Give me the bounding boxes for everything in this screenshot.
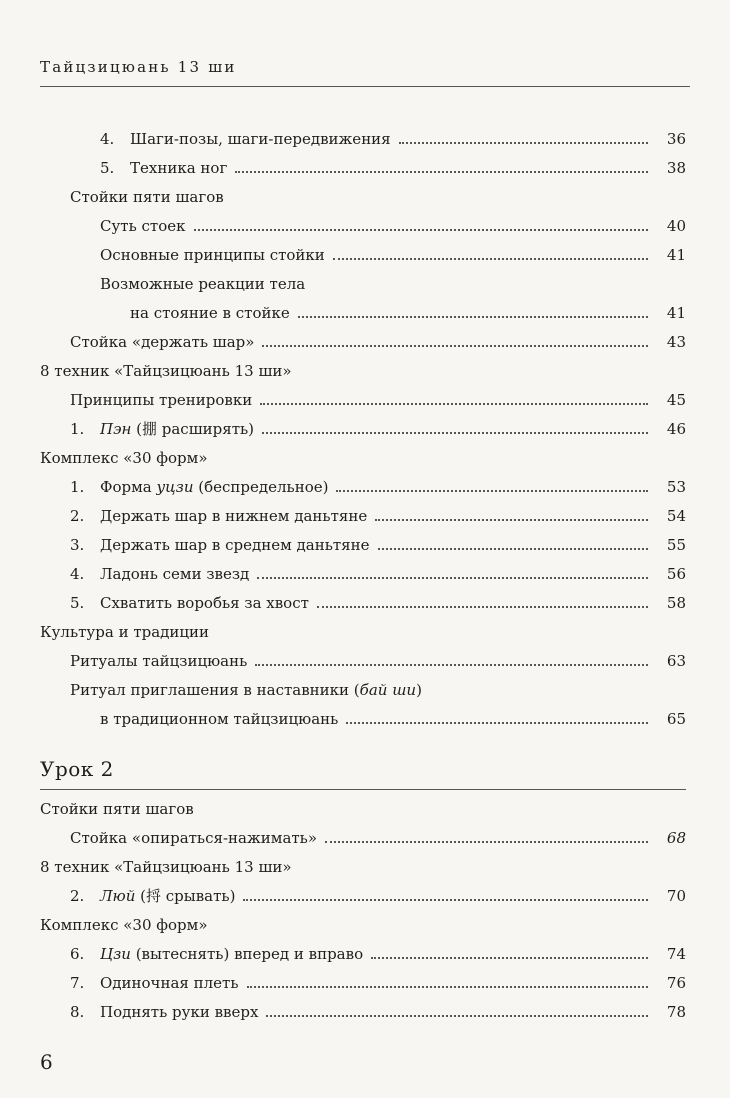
toc-entry-page: 78 [666, 1002, 686, 1021]
toc-entry-title: Стойка «опираться-нажимать» [70, 828, 318, 847]
toc-entry-title: Комплекс «30 форм» [40, 915, 208, 934]
toc-entry [40, 588, 686, 617]
dot-leader [298, 316, 648, 318]
dot-leader [262, 345, 648, 347]
toc-entry-title [100, 945, 363, 963]
toc-entry [40, 823, 686, 852]
toc-entry [40, 414, 686, 443]
toc-entry [40, 559, 686, 588]
toc-entry-page: 41 [666, 303, 686, 322]
toc-entry-number: 5. [100, 158, 115, 177]
dot-leader [235, 171, 648, 173]
toc-entry [40, 881, 686, 910]
dot-leader [378, 548, 648, 550]
toc-entry-title-part: уцзи [156, 477, 194, 496]
toc-entry-page: 53 [666, 477, 686, 496]
toc-entry [40, 124, 686, 153]
toc-entry [40, 182, 686, 211]
toc-entry-title: Суть стоек [100, 216, 186, 235]
dot-leader [317, 606, 648, 608]
toc-entry-page: 46 [666, 419, 686, 438]
toc-entry-number: 2. [70, 506, 85, 525]
toc-entry-title-part: бай ши [359, 680, 417, 699]
toc-entry-title [100, 478, 328, 496]
toc-entry [40, 910, 686, 939]
toc-entry-number: 7. [70, 973, 85, 992]
toc-entry-page: 40 [666, 216, 686, 235]
toc-entry [40, 968, 686, 997]
toc-entry-title: в традиционном тайцзицюань [100, 709, 339, 728]
toc-entry [40, 646, 686, 675]
toc-entry [40, 298, 686, 327]
toc-entry-number: 8. [70, 1002, 85, 1021]
toc-entry-page: 65 [666, 709, 686, 728]
toc-entry-title: на стояние в стойке [130, 303, 290, 322]
toc-entry-title: 8 техник «Тайцзицюань 13 ши» [40, 361, 292, 380]
dot-leader [266, 1015, 648, 1017]
dot-leader [375, 519, 648, 521]
toc-entry [40, 997, 686, 1026]
dot-leader [325, 841, 648, 843]
toc-entry-title-part: Форма [100, 477, 157, 496]
dot-leader [333, 258, 648, 260]
toc-entry-page: 36 [666, 129, 686, 148]
toc-entry-title: Схватить воробья за хвост [100, 593, 309, 612]
toc-entry-title: Одиночная плеть [100, 973, 239, 992]
toc-entry-page: 74 [666, 944, 686, 963]
toc-entry-title-part: (вытеснять) вперед и вправо [130, 944, 364, 963]
toc-entry [40, 939, 686, 968]
toc-entry-title-part: Цзи [100, 944, 131, 963]
toc-entry [40, 269, 686, 298]
toc-block-lesson-2 [40, 794, 686, 1026]
toc-entry-title: Стойки пяти шагов [70, 187, 224, 206]
dot-leader [194, 229, 648, 231]
toc-entry-title [70, 681, 422, 699]
toc-entry-number: 4. [100, 129, 115, 148]
toc-entry [40, 356, 686, 385]
toc-entry [40, 501, 686, 530]
toc-entry-title-part: (捋 срывать) [135, 887, 236, 905]
toc-entry-number: 6. [70, 944, 85, 963]
toc-entry-title-part: (掤 расширять) [131, 420, 255, 438]
toc-entry-number: 3. [70, 535, 85, 554]
dot-leader [243, 899, 648, 901]
toc-entry-title: Возможные реакции тела [100, 274, 306, 293]
toc-entry-title: Комплекс «30 форм» [40, 448, 208, 467]
dot-leader [262, 432, 648, 434]
toc-entry-title: Ладонь семи звезд [100, 564, 250, 583]
toc-entry-title: Техника ног [130, 158, 228, 177]
toc-entry [40, 617, 686, 646]
toc-entry-page: 58 [666, 593, 686, 612]
toc-entry-title: Принципы тренировки [70, 390, 253, 409]
toc-entry [40, 153, 686, 182]
toc-entry-title: Стойки пяти шагов [40, 799, 194, 818]
dot-leader [260, 403, 648, 405]
toc-entry [40, 675, 686, 704]
toc-entry [40, 852, 686, 881]
toc-entry-title: Держать шар в среднем даньтяне [100, 535, 370, 554]
toc-entry-page: 76 [666, 973, 686, 992]
toc-entry-page: 43 [666, 332, 686, 351]
toc-entry [40, 530, 686, 559]
dot-leader [371, 957, 648, 959]
toc-entry-page: 63 [666, 651, 686, 670]
dot-leader [399, 142, 648, 144]
toc-entry-title [100, 418, 254, 439]
toc-entry-title-part: (беспредельное) [193, 477, 329, 496]
toc-entry [40, 385, 686, 414]
toc-entry-page: 68 [666, 828, 686, 847]
toc-entry [40, 443, 686, 472]
toc-entry-page: 41 [666, 245, 686, 264]
toc-entry-page: 55 [666, 535, 686, 554]
toc-entry-page: 70 [666, 886, 686, 905]
section-gap [40, 733, 686, 751]
toc-entry-page: 56 [666, 564, 686, 583]
toc-entry-title: Стойка «держать шар» [70, 332, 255, 351]
toc-entry-page: 45 [666, 390, 686, 409]
toc-entry-number: 5. [70, 593, 85, 612]
toc-entry [40, 794, 686, 823]
toc-entry-page: 38 [666, 158, 686, 177]
toc-entry-title: Поднять руки вверх [100, 1002, 259, 1021]
lesson-rule [40, 789, 686, 790]
toc-entry [40, 240, 686, 269]
toc-entry-title: Основные принципы стойки [100, 245, 325, 264]
toc-entry [40, 211, 686, 240]
toc-block-lesson-1 [40, 124, 686, 733]
dot-leader [336, 490, 648, 492]
toc-entry-title-part: Люй [100, 887, 136, 905]
toc-entry [40, 704, 686, 733]
page-number: 6 [40, 1050, 53, 1074]
dot-leader [257, 577, 648, 579]
dot-leader [255, 664, 648, 666]
toc-entry [40, 327, 686, 356]
toc-entry-page: 54 [666, 506, 686, 525]
toc-entry-number: 1. [70, 477, 85, 496]
toc-entry-number: 2. [70, 886, 85, 905]
toc-entry [40, 472, 686, 501]
toc-entry-title: 8 техник «Тайцзицюань 13 ши» [40, 857, 292, 876]
dot-leader [346, 722, 648, 724]
dot-leader [247, 986, 648, 988]
toc-entry-title: Держать шар в нижнем даньтяне [100, 506, 368, 525]
toc-entry-number: 4. [70, 564, 85, 583]
toc-entry-title: Культура и традиции [40, 622, 210, 641]
lesson-heading: Урок 2 [40, 757, 114, 781]
header-rule [40, 86, 690, 87]
running-head: Тайцзицюань 13 ши [40, 58, 237, 76]
table-of-contents [40, 124, 686, 1026]
toc-entry-title-part: Пэн [100, 420, 132, 438]
toc-entry-number: 1. [70, 419, 85, 438]
toc-entry-title: Ритуалы тайцзицюань [70, 651, 248, 670]
toc-entry-title-part: ) [416, 680, 422, 699]
toc-entry-title-part: Ритуал приглашения в наставники ( [70, 680, 360, 699]
toc-entry-title: Шаги-позы, шаги-передвижения [130, 129, 391, 148]
toc-entry-title [100, 885, 235, 906]
